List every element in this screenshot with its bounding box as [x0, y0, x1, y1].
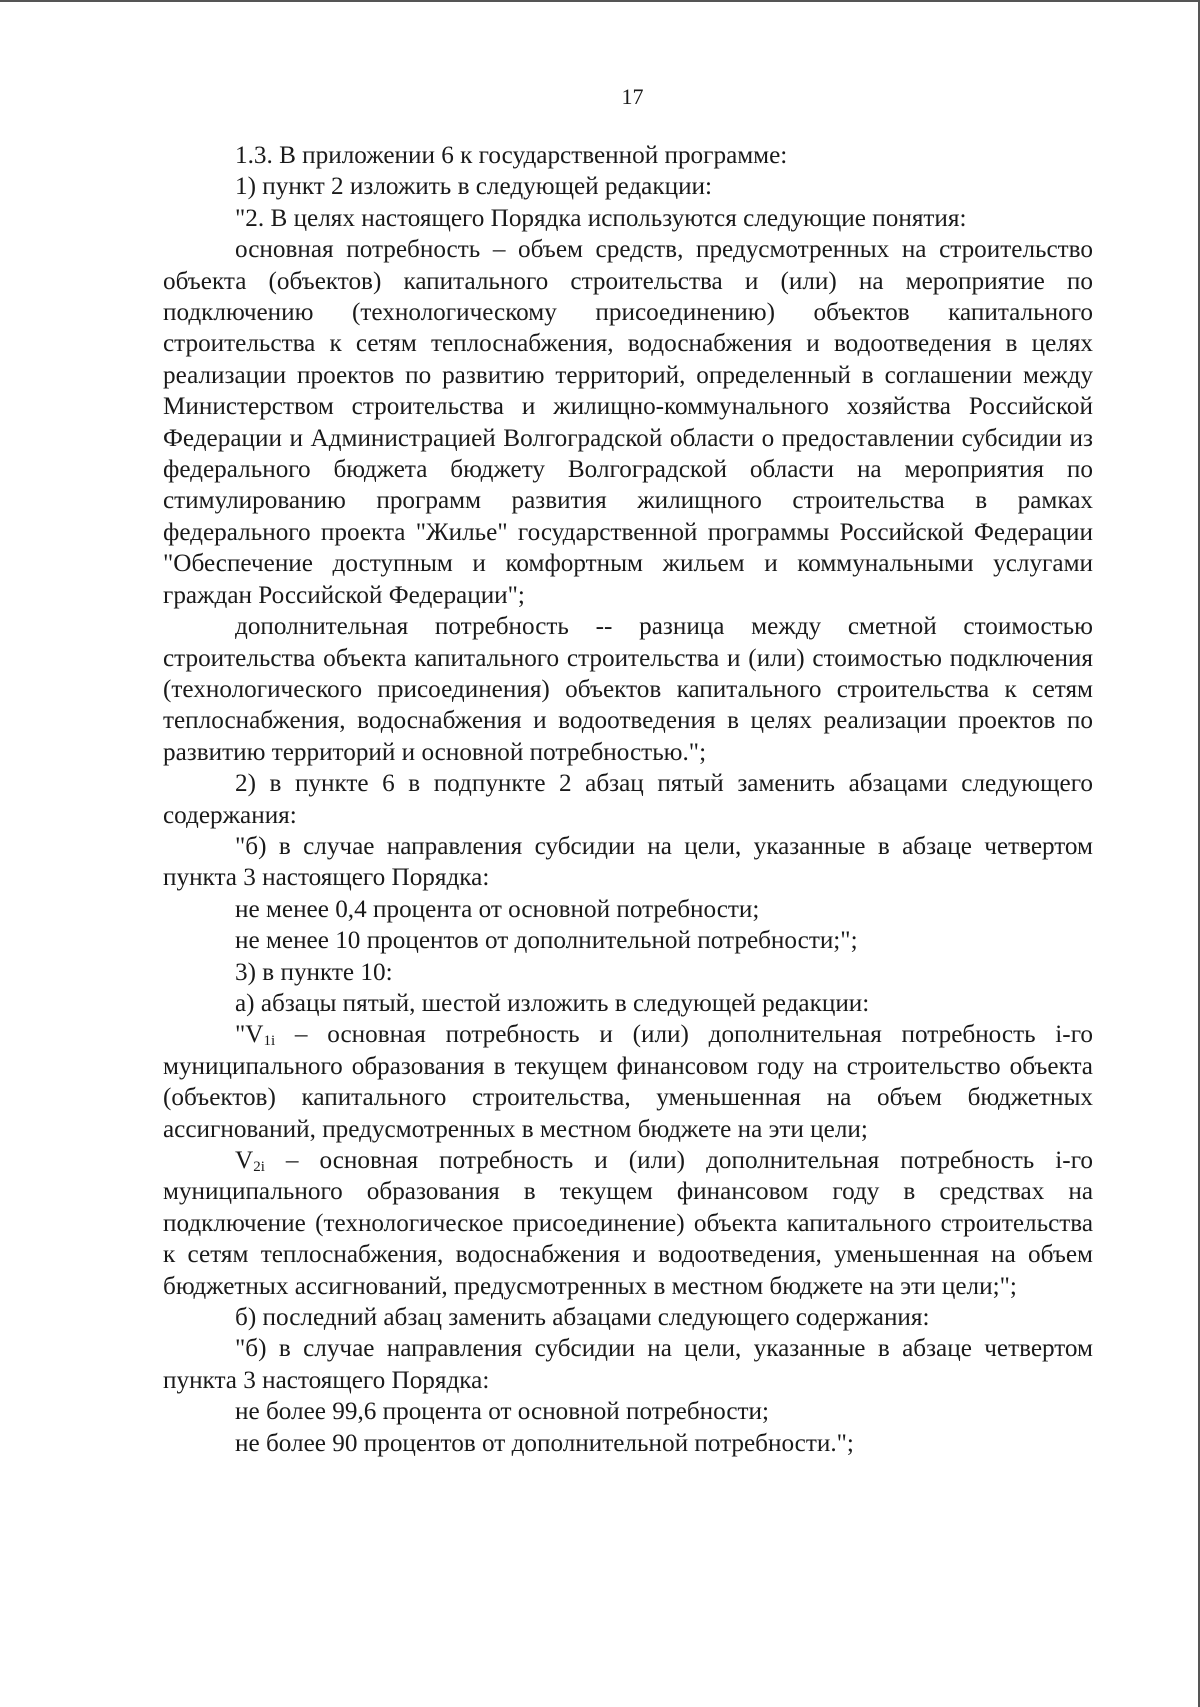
- formula-symbol: "V: [235, 1021, 264, 1049]
- paragraph: 3) в пункте 10:: [235, 958, 393, 986]
- paragraph: 1) пункт 2 изложить в следующей редакции:: [235, 173, 713, 201]
- paragraph-formula-v2i: [163, 1145, 1093, 1302]
- paragraph: основная потребность – объем средств, предусмотренных на строительство объекта (объектов) капитального строительства и (или) на мероприятие по подключению (технологическому присоединению) объектов капитального строительства к сетям теплоснабжения, водоснабжения и водоотведения в целях реализации проектов по развитию территорий, определенный в соглашении между Министерством строительства и жилищно-коммунального хозяйства Российской Федерации и Администрацией Волгоградской области о предоставлении субсидии из федерального бюджета бюджету Волгоградской области на мероприятия по стимулированию программ развития жилищного строительства в рамках федерального проекта "Жилье" государственной программы Российской Федерации "Обеспечение доступным и комфортным жильем и коммунальными услугами граждан Российской Федерации";: [163, 236, 1093, 609]
- paragraph: а) абзацы пятый, шестой изложить в следующей редакции:: [235, 989, 870, 1017]
- paragraph: не более 90 процентов от дополнительной потребности.";: [235, 1429, 854, 1457]
- page-number: 17: [621, 84, 644, 109]
- paragraph: дополнительная потребность -- разница между сметной стоимостью строительства объекта капитального строительства и (или) стоимостью подключения (технологического присоединения) объектов капитального строительства к сетям теплоснабжения, водоснабжения и водоотведения в целях реализации проектов по развитию территорий и основной потребностью.";: [163, 613, 1093, 766]
- body-text: [163, 140, 1093, 1459]
- paragraph: б) последний абзац заменить абзацами следующего содержания:: [235, 1304, 930, 1332]
- formula-symbol: V: [235, 1147, 254, 1174]
- paragraph: "б) в случае направления субсидии на цели, указанные в абзаце четвертом пункта 3 настоящего Порядка:: [163, 832, 1093, 892]
- paragraph: "б) в случае направления субсидии на цели, указанные в абзаце четвертом пункта 3 настоящего Порядка:: [163, 1335, 1093, 1394]
- paragraph: не менее 10 процентов от дополнительной потребности;";: [235, 927, 858, 955]
- paragraph: не более 99,6 процента от основной потребности;: [235, 1398, 770, 1426]
- formula-subscript: 2i: [253, 1159, 265, 1175]
- formula-subscript: 1i: [263, 1033, 276, 1050]
- paragraph: 2) в пункте 6 в подпункте 2 абзац пятый заменить абзацами следующего содержания:: [163, 770, 1093, 829]
- scan-edge-top: [0, 0, 1200, 2]
- paragraph: не менее 0,4 процента от основной потребности;: [235, 895, 760, 923]
- paragraph: "2. В целях настоящего Порядка используются следующие понятия:: [235, 204, 967, 232]
- paragraph: 1.3. В приложении 6 к государственной программе:: [235, 142, 788, 169]
- formula-definition: – основная потребность и (или) дополнительная потребность i-го муниципального образования в текущем финансовом году в средствах на подключение (технологическое присоединение) объекта капитального строительства к сетям теплоснабжения, водоснабжения и водоотведения, уменьшенная на объем бюджетных ассигнований, предусмотренных в местном бюджете на эти цели;";: [163, 1147, 1093, 1300]
- formula-definition: – основная потребность и (или) дополнительная потребность i-го муниципального образования в текущем финансовом году на строительство объекта (объектов) капитального строительства, уменьшенная на объем бюджетных ассигнований, предусмотренных в местном бюджете на эти цели;: [163, 1021, 1093, 1143]
- paragraph-formula-v1i: [163, 1019, 1093, 1145]
